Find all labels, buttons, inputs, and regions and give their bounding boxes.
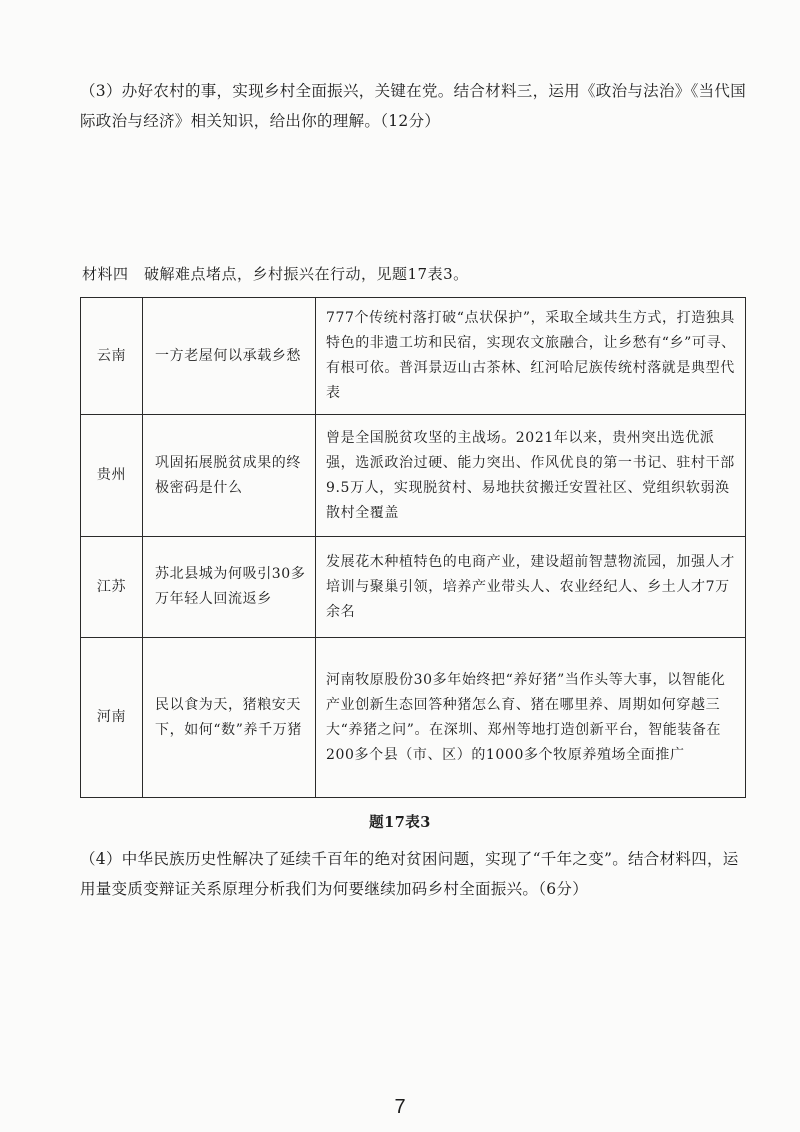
detail-cell: 777个传统村落打破“点状保护”，采取全域共生方式，打造独具特色的非遗工坊和民宿，实现农文旅融合，让乡愁有“乡”可寻、有根可依。普洱景迈山古茶林、红河哈尼族传统村落就是典型代表: [316, 298, 746, 415]
table-caption: 题17表3: [369, 814, 431, 831]
topic-cell: 巩固拓展脱贫成果的终极密码是什么: [143, 415, 316, 537]
page-number: 7: [394, 1096, 406, 1118]
material-4-table: [80, 297, 746, 798]
detail-cell: 发展花木种植特色的电商产业，建设超前智慧物流园，加强人才培训与聚巢引领，培养产业带头人、农业经纪人、乡土人才7万余名: [316, 537, 746, 638]
topic-cell: 一方老屋何以承载乡愁: [143, 298, 316, 415]
province-cell: 河南: [81, 638, 143, 798]
detail-cell: 曾是全国脱贫攻坚的主战场。2021年以来，贵州突出选优派强，选派政治过硬、能力突出、作风优良的第一书记、驻村干部9.5万人，实现脱贫村、易地扶贫搬迁安置社区、党组织软弱涣散村全覆盖: [316, 415, 746, 537]
table-row: [81, 537, 746, 638]
material-4-intro: 材料四 破解难点堵点，乡村振兴在行动，见题17表3。: [82, 265, 469, 283]
detail-cell: 河南牧原股份30多年始终把“养好猪”当作头等大事，以智能化产业创新生态回答种猪怎么育、猪在哪里养、周期如何穿越三大“养猪之问”。在深圳、郑州等地打造创新平台，智能装备在200多个县（市、区）的1000多个牧原养殖场全面推广: [316, 638, 746, 798]
question-4: （4）中华民族历史性解决了延续千百年的绝对贫困问题，实现了“千年之变”。结合材料四，运用量变质变辩证关系原理分析我们为何要继续加码乡村全面振兴。（6分）: [80, 850, 739, 898]
province-cell: 贵州: [81, 415, 143, 537]
table-row: [81, 298, 746, 415]
province-cell: 云南: [81, 298, 143, 415]
topic-cell: 民以食为天，猪粮安天下，如何“数”养千万猪: [143, 638, 316, 798]
topic-cell: 苏北县城为何吸引30多万年轻人回流返乡: [143, 537, 316, 638]
table-row: [81, 415, 746, 537]
table-row: [81, 638, 746, 798]
question-3: （3）办好农村的事，实现乡村全面振兴，关键在党。结合材料三，运用《政治与法治》《当代国际政治与经济》相关知识，给出你的理解。（12分）: [80, 82, 747, 130]
province-cell: 江苏: [81, 537, 143, 638]
